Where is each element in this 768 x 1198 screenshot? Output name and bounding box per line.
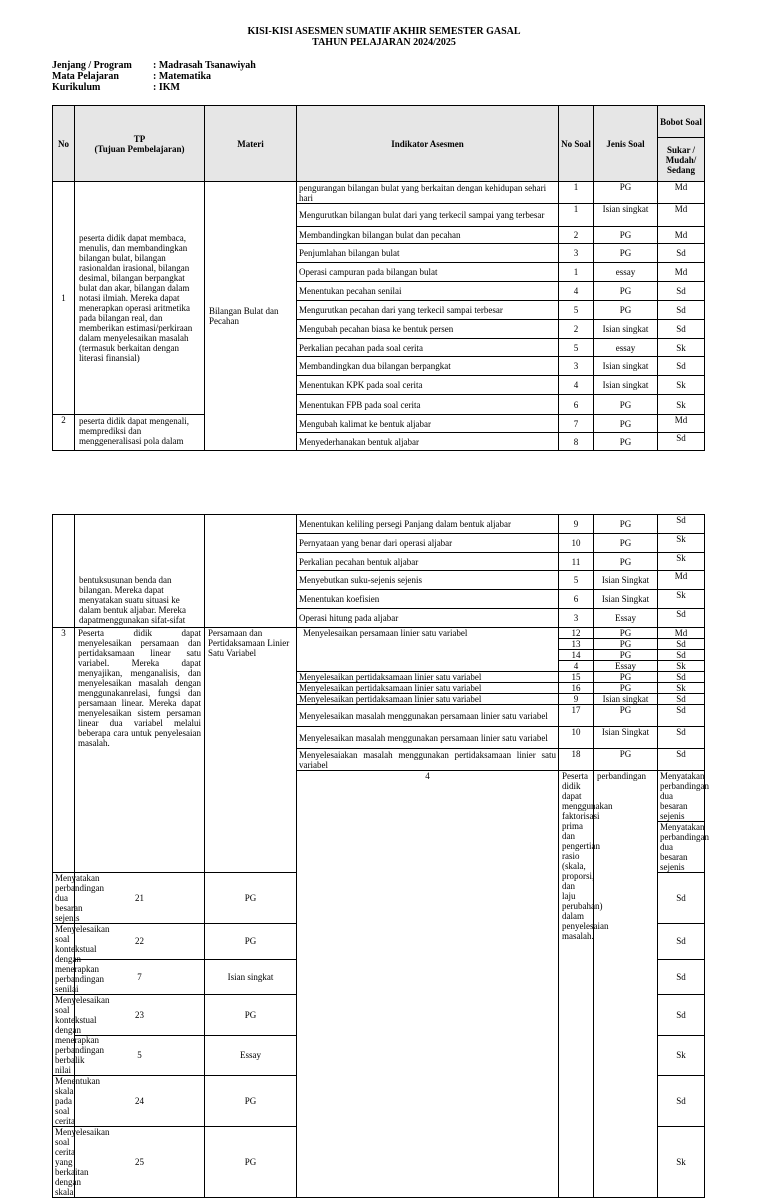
indikator-cell: Menyatakan perbandingan dua besaran sejenis [658, 771, 705, 822]
no-soal-cell: 9 [559, 694, 594, 705]
bobot-cell: Sk [658, 661, 705, 672]
row-no: 1 [53, 182, 75, 415]
no-soal-cell: 12 [559, 628, 594, 639]
jenis-cell: Essay [205, 1035, 297, 1076]
jenis-cell: PG [205, 924, 297, 960]
jenis-cell: PG [594, 182, 658, 204]
jenis-cell: PG [205, 873, 297, 924]
jenis-cell: Essay [594, 609, 658, 628]
bobot-cell: Sd [658, 672, 705, 683]
no-soal-cell: 14 [559, 650, 594, 661]
tp-cell: Peserta didik dapat menyelesaikan persamaan dan pertidaksamaan linear satu variabel. Mereka dapat menyajikan, menganalisis, dan menyelesaikan masalah dengan menggunakanrelasi, fungsi dan persamaan linear. Mereka dapat menyelesaikan sistem persaman linear dua variabel melalui beberapa cara untuk penyelesaian masalah. [75, 628, 205, 873]
no-soal-cell: 8 [559, 433, 594, 451]
indikator-cell: Menyelesaikan masalah menggunakan persamaan linier satu variabel [297, 727, 559, 749]
jenis-cell: PG [594, 227, 658, 244]
indikator-cell: Menyatakan perbandingan dua besaran sejenis [658, 822, 705, 873]
meta-value: : IKM [153, 82, 180, 93]
jenis-cell: essay [594, 263, 658, 282]
indikator-cell: Menyelesaikan pertidaksamaan linier satu variabel [297, 694, 559, 705]
tp-cell: bentuksusunan benda dan bilangan. Mereka dapat menyatakan suatu situasi ke dalam bentuk aljabar. Mereka dapatmenggunakan sifat-sifat [75, 515, 205, 628]
bobot-cell: Sd [658, 727, 705, 749]
no-soal-cell: 7 [559, 415, 594, 433]
no-soal-cell: 2 [559, 320, 594, 339]
row-no: 4 [297, 771, 559, 1198]
indikator-cell: Menyelesaikan pertidaksamaan linier satu variabel [297, 672, 559, 683]
no-soal-cell: 1 [559, 204, 594, 227]
indikator-cell: Menyelesaikan soal kontekstual dengan menerapkan perbandingan senilai [53, 924, 75, 995]
jenis-cell: PG [205, 995, 297, 1036]
indikator-cell: Menentukan pecahan senilai [297, 282, 559, 301]
bobot-cell: Sd [658, 244, 705, 263]
no-soal-cell: 6 [559, 395, 594, 415]
no-soal-cell: 24 [75, 1076, 205, 1127]
bobot-cell: Sk [658, 395, 705, 415]
no-soal-cell: 22 [75, 924, 205, 960]
no-soal-cell: 7 [75, 959, 205, 995]
jenis-cell: Isian Singkat [594, 727, 658, 749]
no-soal-cell: 5 [75, 1035, 205, 1076]
tp-cell: peserta didik dapat mengenali, memprediksi dan menggeneralisasi pola dalam [75, 415, 205, 451]
indikator-cell: Operasi hitung pada aljabar [297, 609, 559, 628]
no-soal-cell: 1 [559, 182, 594, 204]
header-tp-line1: TP [133, 133, 146, 144]
no-soal-cell: 4 [559, 661, 594, 672]
header-tp-line2: (Tujuan Pembelajaran) [94, 143, 185, 154]
no-soal-cell: 21 [75, 873, 205, 924]
bobot-cell: Md [658, 227, 705, 244]
indikator-cell: Menyatakan perbandingan dua besaran sejenis [53, 873, 75, 924]
document-title-line2: TAHUN PELAJARAN 2024/2025 [312, 37, 456, 48]
row-no [53, 515, 75, 628]
bobot-cell: Sk [658, 553, 705, 571]
bobot-cell: Md [658, 415, 705, 433]
jenis-cell: PG [594, 639, 658, 650]
indikator-cell: Mengubah pecahan biasa ke bentuk persen [297, 320, 559, 339]
meta-key: Mata Pelajaran [52, 71, 119, 82]
no-soal-cell: 13 [559, 639, 594, 650]
bobot-cell: Sd [658, 357, 705, 376]
jenis-cell: PG [594, 244, 658, 263]
indikator-cell: Menyederhanakan bentuk aljabar [297, 433, 559, 451]
jenis-cell: PG [594, 749, 658, 771]
table-row [53, 415, 705, 433]
indikator-cell: Membandingkan bilangan bulat dan pecahan [297, 227, 559, 244]
header-materi: Materi [205, 106, 297, 182]
jenis-cell: PG [594, 650, 658, 661]
no-soal-cell: 25 [75, 1127, 205, 1198]
materi-cell: perbandingan [594, 771, 658, 1198]
indikator-cell: Menentukan KPK pada soal cerita [297, 376, 559, 395]
jenis-cell: Isian Singkat [594, 571, 658, 590]
bobot-cell: Sd [658, 515, 705, 534]
bobot-cell: Sd [658, 282, 705, 301]
indikator-cell: Operasi campuran pada bilangan bulat [297, 263, 559, 282]
jenis-cell: Isian Singkat [594, 590, 658, 609]
meta-kurikulum [52, 82, 180, 94]
no-soal-cell: 4 [559, 376, 594, 395]
jenis-cell: PG [594, 534, 658, 553]
indikator-cell: Menentukan skala pada soal cerita [53, 1076, 75, 1127]
bobot-cell: Sd [658, 609, 705, 628]
table-row [53, 182, 705, 204]
indikator-cell: Menentukan FPB pada soal cerita [297, 395, 559, 415]
bobot-cell: Sk [658, 1127, 705, 1198]
bobot-cell: Sd [658, 924, 705, 960]
indikator-cell: Menyelesaikan soal cerita yang berkaitan dengan skala [53, 1127, 75, 1198]
bobot-cell: Sk [658, 339, 705, 357]
indikator-cell: Perkalian pecahan bentuk aljabar [297, 553, 559, 571]
bobot-cell: Md [658, 571, 705, 590]
bobot-cell: Sd [658, 639, 705, 650]
jenis-cell: PG [594, 705, 658, 727]
indikator-cell: Menyelesaikan soal kontekstual dengan menerapkan perbandingan berbalik nilai [53, 995, 75, 1076]
indikator-cell: Menyelesaiakan masalah menggunakan pertidaksamaan linier satu variabel [297, 749, 559, 771]
bobot-cell: Sk [658, 376, 705, 395]
no-soal-cell: 6 [559, 590, 594, 609]
indikator-cell: Mengurutkan bilangan bulat dari yang terkecil sampai yang terbesar [297, 204, 559, 227]
materi-cell [205, 515, 297, 628]
indikator-cell: Menyebutkan suku-sejenis sejenis [297, 571, 559, 590]
no-soal-cell: 4 [559, 282, 594, 301]
jenis-cell: Isian singkat [594, 320, 658, 339]
no-soal-cell: 23 [75, 995, 205, 1036]
no-soal-cell: 10 [559, 727, 594, 749]
bobot-cell: Sd [658, 705, 705, 727]
no-soal-cell: 15 [559, 672, 594, 683]
jenis-cell: PG [594, 515, 658, 534]
jenis-cell: PG [205, 1127, 297, 1198]
bobot-cell: Md [658, 204, 705, 227]
indikator-cell: Menentukan keliling persegi Panjang dalam bentuk aljabar [297, 515, 559, 534]
jenis-cell: Isian singkat [594, 376, 658, 395]
bobot-cell: Sd [658, 873, 705, 924]
header-indikator: Indikator Asesmen [297, 106, 559, 182]
jenis-cell: PG [594, 433, 658, 451]
indikator-cell: Menentukan koefisien [297, 590, 559, 609]
bobot-cell: Sd [658, 694, 705, 705]
materi-cell: Bilangan Bulat dan Pecahan [205, 182, 297, 451]
no-soal-cell: 18 [559, 749, 594, 771]
jenis-cell: PG [594, 672, 658, 683]
meta-value: : Madrasah Tsanawiyah [153, 60, 256, 71]
indikator-cell: Menyelesaikan masalah menggunakan persamaan linier satu variabel [297, 705, 559, 727]
jenis-cell: Isian singkat [205, 959, 297, 995]
jenis-cell: PG [594, 553, 658, 571]
meta-key: Kurikulum [52, 82, 101, 93]
indikator-cell: pengurangan bilangan bulat yang berkaitan dengan kehidupan sehari hari [297, 182, 559, 204]
no-soal-cell: 3 [559, 244, 594, 263]
jenis-cell: Isian singkat [594, 357, 658, 376]
document-title-line1: KISI-KISI ASESMEN SUMATIF AKHIR SEMESTER GASAL [247, 26, 521, 37]
tp-cell: peserta didik dapat membaca, menulis, dan membandingkan bilangan bulat, bilangan rasionaldan irasional, bilangan desimal, bilangan berpangkat bulat dan akar, bilangan dalam notasi ilmiah. Mereka dapat menerapkan operasi aritmetika pada bilangan real, dan memberikan estimasi/perkiraan dalam menyelesaikan masalah (termasuk berkaitan dengan literasi finansial) [75, 182, 205, 415]
no-soal-cell: 5 [559, 339, 594, 357]
bobot-cell: Sd [658, 959, 705, 995]
jenis-cell: PG [205, 1076, 297, 1127]
row-no: 3 [53, 628, 75, 873]
bobot-cell: Md [658, 263, 705, 282]
kisi-table-page2 [52, 514, 709, 1198]
no-soal-cell: 16 [559, 683, 594, 694]
no-soal-cell: 17 [559, 705, 594, 727]
no-soal-cell: 2 [559, 227, 594, 244]
jenis-cell: PG [594, 282, 658, 301]
indikator-cell: Menyelesaikan persamaan linier satu variabel [297, 628, 559, 672]
bobot-cell: Sd [658, 320, 705, 339]
bobot-cell: Md [658, 628, 705, 639]
header-no-soal: No Soal [559, 106, 594, 182]
bobot-cell: Sk [658, 590, 705, 609]
bobot-cell: Sk [658, 683, 705, 694]
no-soal-cell: 5 [559, 571, 594, 590]
bobot-cell: Sd [658, 301, 705, 320]
header-bobot: Bobot Soal [658, 106, 705, 138]
tp-cell: Peserta didik dapat menggunakan faktorisasi prima dan pengertian rasio (skala, proporsi, dan laju perubahan) dalam penyelesaian masalah. [559, 771, 594, 1198]
jenis-cell: PG [594, 628, 658, 639]
bobot-cell: Md [658, 182, 705, 204]
header-jenis-soal: Jenis Soal [594, 106, 658, 182]
jenis-cell: Essay [594, 661, 658, 672]
kisi-table-page1 [52, 105, 705, 451]
indikator-cell: Perkalian pecahan pada soal cerita [297, 339, 559, 357]
no-soal-cell: 5 [559, 301, 594, 320]
no-soal-cell: 10 [559, 534, 594, 553]
jenis-cell: PG [594, 683, 658, 694]
bobot-cell: Sd [658, 749, 705, 771]
indikator-cell: Mengubah kalimat ke bentuk aljabar [297, 415, 559, 433]
bobot-cell: Sd [658, 995, 705, 1036]
no-soal-cell: 3 [559, 609, 594, 628]
bobot-cell: Sk [658, 1035, 705, 1076]
meta-key: Jenjang / Program [52, 60, 132, 71]
indikator-cell: Membandingkan dua bilangan berpangkat [297, 357, 559, 376]
header-bobot-sub: Sukar / Mudah/ Sedang [658, 138, 705, 182]
bobot-cell: Sd [658, 650, 705, 661]
bobot-cell: Sd [658, 1076, 705, 1127]
table-row [53, 628, 705, 639]
indikator-cell: Penjumlahan bilangan bulat [297, 244, 559, 263]
header-no: No [53, 106, 75, 182]
no-soal-cell: 1 [559, 263, 594, 282]
bobot-cell: Sk [658, 534, 705, 553]
table-row [53, 515, 705, 534]
meta-value: : Matematika [153, 71, 212, 82]
jenis-cell: PG [594, 395, 658, 415]
jenis-cell: Isian singkat [594, 694, 658, 705]
jenis-cell: Isian singkat [594, 204, 658, 227]
header-tp [75, 106, 205, 182]
indikator-cell: Pernyataan yang benar dari operasi aljabar [297, 534, 559, 553]
no-soal-cell: 3 [559, 357, 594, 376]
bobot-cell: Sd [658, 433, 705, 451]
no-soal-cell: 11 [559, 553, 594, 571]
row-no: 2 [53, 415, 75, 451]
no-soal-cell: 9 [559, 515, 594, 534]
materi-cell: Persamaan dan Pertidaksamaan Linier Satu Variabel [205, 628, 297, 873]
jenis-cell: PG [594, 415, 658, 433]
jenis-cell: PG [594, 301, 658, 320]
indikator-cell: Menyelesaikan pertidaksamaan linier satu variabel [297, 683, 559, 694]
jenis-cell: essay [594, 339, 658, 357]
indikator-cell: Mengurutkan pecahan dari yang terkecil sampai terbesar [297, 301, 559, 320]
